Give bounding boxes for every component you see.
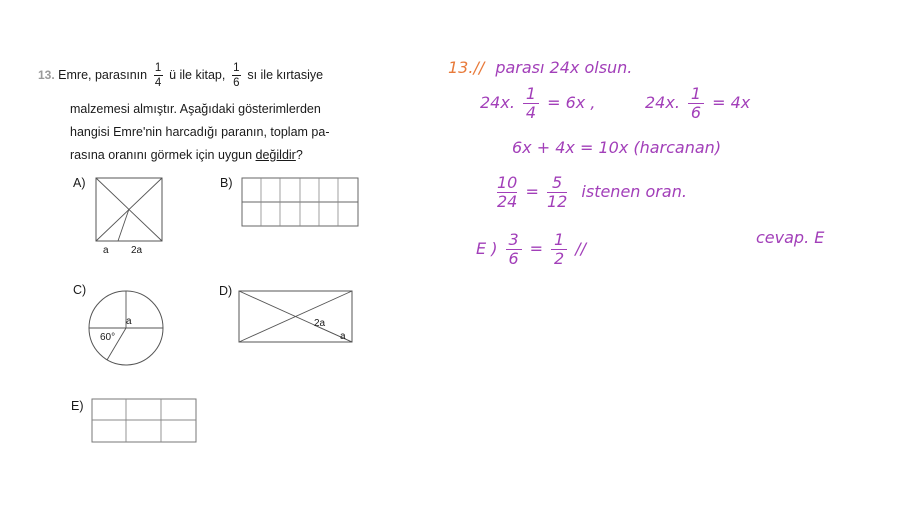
fraction-denominator: 4 <box>525 103 537 122</box>
handwritten-fraction <box>551 232 567 267</box>
question-line-3: hangisi Emre'nin harcadığı paranın, toplam pa- <box>70 125 330 139</box>
fraction-numerator: 1 <box>690 84 702 103</box>
fraction-bar <box>232 75 241 76</box>
option-d-dim-2a: 2a <box>314 318 326 329</box>
fraction-numerator: 1 <box>154 62 162 74</box>
option-b-figure <box>240 176 362 230</box>
end-marks: // <box>575 239 586 258</box>
question-line-4 <box>70 144 303 166</box>
handwritten-fraction <box>506 232 522 267</box>
solution-equation-2 <box>645 86 750 121</box>
fraction-denominator: 12 <box>546 192 568 211</box>
option-c-label: C) <box>73 283 87 297</box>
question-text-part: sı ile kırtasiye <box>247 67 324 82</box>
solution-option-e <box>476 232 586 267</box>
solution-equation-1 <box>480 86 595 121</box>
option-a-dim-2a: 2a <box>131 245 143 256</box>
fraction-denominator: 2 <box>554 249 565 268</box>
option-d-dim-a: a <box>340 331 346 342</box>
equation-text: = 6x , <box>547 93 596 112</box>
option-d-label: D) <box>219 284 233 298</box>
question-line-1 <box>38 62 378 89</box>
fraction-one-quarter <box>154 62 163 89</box>
equation-text: = 4x <box>712 93 751 112</box>
question-number: 13. <box>38 67 55 82</box>
fraction-denominator: 6 <box>508 249 519 268</box>
solution-question-number: 13. <box>448 58 474 77</box>
option-c-angle: 60° <box>100 332 116 343</box>
fraction-denominator: 6 <box>690 103 702 122</box>
ratio-description: istenen oran. <box>581 182 687 201</box>
fraction-numerator: 1 <box>554 230 565 249</box>
solution-ratio <box>494 175 687 210</box>
fraction-denominator: 24 <box>497 192 518 211</box>
fraction-numerator: 1 <box>525 84 537 103</box>
emphasized-word: değildir <box>255 148 296 162</box>
handwritten-fraction <box>547 175 567 210</box>
question-mark: ? <box>295 148 303 162</box>
handwritten-fraction <box>688 86 704 121</box>
fraction-one-sixth <box>232 62 241 89</box>
option-a-label: A) <box>73 176 86 190</box>
equation-text: 24x. <box>480 93 515 112</box>
fraction-numerator: 5 <box>552 173 563 192</box>
solution-header <box>448 58 632 77</box>
option-c-figure <box>87 289 167 369</box>
handwritten-fraction <box>523 86 539 121</box>
option-e-handwritten-label: E ) <box>476 239 498 258</box>
option-e-label: E) <box>71 399 84 413</box>
fraction-denominator: 4 <box>154 77 162 89</box>
handwritten-fraction <box>497 175 517 210</box>
question-text-part: Emre, parasının <box>58 67 148 82</box>
equals-sign: = <box>529 239 544 258</box>
question-text-part: ü ile kitap, <box>169 67 226 82</box>
fraction-bar <box>154 75 163 76</box>
option-b-label: B) <box>220 176 233 190</box>
option-e-figure <box>90 397 198 445</box>
option-d-figure <box>236 288 356 346</box>
solution-slashes: // <box>473 58 485 77</box>
option-a-figure <box>92 175 167 245</box>
equation-text: 24x. <box>645 93 680 112</box>
fraction-numerator: 1 <box>233 62 240 74</box>
fraction-numerator: 3 <box>508 230 519 249</box>
option-c-dim-a: a <box>126 316 132 327</box>
fraction-numerator: 10 <box>497 173 518 192</box>
solution-answer: cevap. E <box>756 228 825 247</box>
question-text-part: rasına oranını görmek için uygun <box>70 148 253 162</box>
solution-header-text: parası 24x olsun. <box>495 58 633 77</box>
question-line-2: malzemesi almıştır. Aşağıdaki gösterimlerden <box>70 102 321 116</box>
equals-sign: = <box>525 182 539 201</box>
option-a-dim-a: a <box>103 245 109 256</box>
fraction-denominator: 6 <box>233 77 240 89</box>
solution-equation-3: 6x + 4x = 10x (harcanan) <box>512 138 722 157</box>
